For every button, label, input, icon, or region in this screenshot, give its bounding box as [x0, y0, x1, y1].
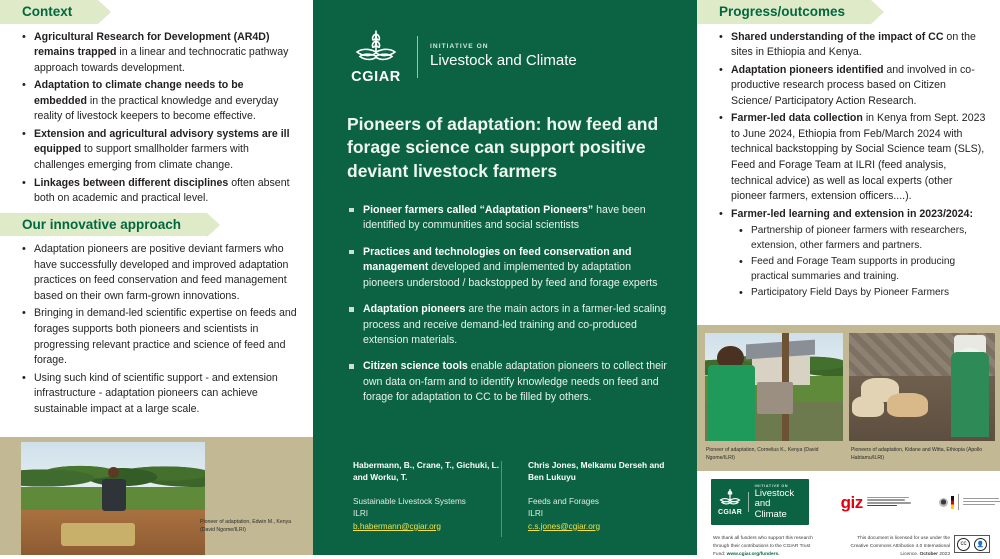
licence-block: [822, 535, 990, 559]
cgiar-wordmark: CGIAR: [718, 509, 743, 517]
list-item: [741, 286, 986, 301]
cc-by-glyph: 👤: [974, 538, 987, 551]
progress-section-header: Progress/outcomes: [697, 0, 871, 24]
bullet-text: have been identified by communities and social scientists: [363, 203, 646, 232]
list-item: [741, 224, 986, 254]
list-item: [24, 30, 299, 77]
author-org: ILRI: [528, 509, 544, 519]
author-org: ILRI: [353, 509, 369, 519]
bullet-text: developed and implemented by adaptation pioneers understood / backstopped by feed and forage experts: [363, 261, 658, 289]
giz-line: [867, 499, 905, 500]
bullet-text: in the practical knowledge and everyday reality of livestock keepers to become effective.: [34, 94, 279, 123]
list-item: [721, 63, 986, 110]
list-item: [349, 245, 673, 291]
center-bullet-list: [349, 203, 673, 406]
bullet-text: often absent both on academic and practical level.: [34, 176, 290, 205]
list-item: [721, 207, 986, 223]
bullet-bold-lead: Pioneer farmers called “Adaptation Pioneers”: [363, 203, 594, 216]
left-photo-caption: Pioneer of adaptation, Edwin M., Kenya (David Ngome/ILRI): [200, 519, 292, 534]
right-photo-caption-2: Pioneers of adaptation, Kidane and Witta, Ethiopia (Apollo Habtamu/ILRI): [851, 447, 983, 461]
cc-glyph: cc: [957, 538, 970, 551]
bullet-text: Partnership of pioneer farmers with researchers, extension, other farmers and partners.: [751, 225, 967, 252]
list-item: [721, 111, 986, 204]
bullet-bold-lead: Shared understanding of the impact of CC: [731, 30, 944, 43]
right-column: [697, 0, 1000, 558]
funders-text: We thank all funders who support this research through their contributions to the CGIAR Trust Fund:: [713, 536, 813, 558]
photo-pioneers-kidane-witta: [849, 333, 995, 441]
giz-line: [867, 502, 911, 503]
bullet-text: Participatory Field Days by Pioneer Farmers: [751, 286, 950, 298]
photo-farmer-figure: [102, 467, 126, 519]
licence-month: October: [919, 552, 938, 558]
bullet-bold-lead: Adaptation pioneers: [363, 303, 466, 316]
logo-divider: [748, 492, 749, 512]
footer-initiative-text: [755, 484, 801, 520]
german-flag-icon: [951, 496, 954, 509]
giz-line: [867, 497, 909, 498]
bullet-bold-lead: Farmer-led learning and extension in 2023/2024:: [731, 207, 973, 220]
left-column: [0, 0, 313, 555]
creative-commons-icon: [954, 535, 990, 553]
giz-logo: [840, 492, 911, 512]
bullet-text: Bringing in demand-led scientific expertise on feeds and forages supports both pioneers and scientists in progressing relevant practice and science of feed and forage.: [34, 307, 297, 367]
footer-cgiar-logo: [711, 479, 809, 525]
list-item: [24, 371, 299, 418]
giz-wordmark: giz: [840, 492, 863, 512]
bullet-text: Feed and Forage Team supports in producing practical summaries and training.: [751, 255, 956, 282]
list-item: [721, 30, 986, 61]
bullet-text: and involved in co-productive research process based on Citizen Science/ Participatory Action Research.: [731, 63, 975, 107]
bullet-text: enable adaptation pioneers to collect their own data on-farm and to identify knowledge needs on feed and forage for adaptation to CC to be filled by others.: [363, 360, 667, 404]
progress-sub-bullet-list: [697, 224, 1000, 300]
author-email-link[interactable]: c.s.jones@cgiar.org: [528, 521, 601, 531]
list-item: [741, 255, 986, 285]
author-block-1: [353, 459, 502, 533]
approach-bullet-list: [0, 242, 313, 417]
bmz-line: [963, 498, 999, 499]
bullet-text: are the main actors in a farmer-led scaling process and receive demand-led training and co-produced extension materials.: [363, 303, 667, 346]
photo-silage-heap: [61, 523, 135, 546]
cgiar-wheat-icon: [345, 28, 407, 85]
bullet-bold-lead: Practices and technologies on feed conservation and management: [363, 245, 632, 274]
logo-divider: [958, 494, 959, 510]
author-affiliation: [353, 496, 502, 533]
bullet-bold-lead: Citizen science tools: [363, 360, 468, 373]
cgiar-wheat-icon: [718, 488, 742, 516]
licence-year: 2023: [939, 552, 950, 558]
funders-acknowledgement: [713, 535, 822, 559]
list-item: [24, 242, 299, 304]
approach-section-header: Our innovative approach: [0, 213, 207, 237]
bullet-bold-lead: Adaptation pioneers identified: [731, 63, 884, 76]
right-photo-row: [705, 333, 995, 441]
bullet-bold-lead: Linkages between different disciplines: [34, 176, 229, 189]
footer-logo-strip: [697, 473, 1000, 525]
bmz-line: [963, 504, 995, 505]
funders-link[interactable]: www.cgiar.org/funders.: [726, 552, 780, 558]
author-team: Sustainable Livestock Systems: [353, 497, 466, 507]
list-item: [24, 78, 299, 125]
giz-line-accent: [867, 505, 897, 506]
initiative-kicker: INITIATIVE ON: [754, 484, 789, 488]
poster-title: Pioneers of adaptation: how feed and forage science can support positive deviant livestock farmers: [347, 114, 659, 181]
list-item: [24, 127, 299, 174]
progress-bullet-list: [697, 30, 1000, 223]
author-names: Habermann, B., Crane, T., Gichuki, L. and Worku, T.: [353, 459, 500, 482]
photo-pioneer-cornelius: [705, 333, 843, 441]
photo-figure-head: [108, 467, 119, 478]
photo-goat: [887, 393, 928, 417]
list-item: [349, 302, 673, 348]
list-item: [24, 306, 299, 368]
context-section-header: Context: [0, 0, 98, 24]
center-column: [313, 0, 697, 555]
giz-subtitle-lines: [867, 497, 911, 508]
bullet-bold-lead: Agricultural Research for Development (AR4D) remains trapped: [34, 30, 270, 59]
bmz-subtitle-lines: [963, 498, 1000, 506]
photo-pioneer-edwin: [21, 442, 205, 555]
initiative-kicker: INITIATIVE ON: [430, 43, 489, 51]
cgiar-logo-lockup: [313, 0, 697, 85]
bmz-federal-ministry-logo: [939, 494, 1000, 510]
photo-woman-feeding: [951, 352, 989, 436]
author-names: Chris Jones, Melkamu Derseh and Ben Lukuyu: [528, 459, 665, 482]
bullet-text: on the sites in Ethiopia and Kenya.: [731, 30, 976, 59]
author-block-2: [502, 459, 677, 533]
footer: [697, 473, 1000, 558]
photo-feed-bucket: [757, 382, 793, 414]
licence-text-block: [840, 535, 950, 559]
list-item: [349, 203, 673, 234]
bullet-bold-lead: Adaptation to climate change needs to be embedded: [34, 79, 244, 107]
bullet-text: in a linear and technocratic pathway approach towards development.: [34, 46, 289, 74]
cgiar-wordmark: CGIAR: [351, 69, 401, 85]
bullet-text: Adaptation pioneers are positive deviant farmers who have successfully developed and improved adaptation practices on feed conservation and feed management based on their own farm-grown innovations.: [34, 243, 289, 302]
bullet-bold-lead: Farmer-led data collection: [731, 112, 863, 125]
initiative-name: Livestock and Climate: [430, 52, 577, 70]
author-contact-block: [353, 459, 677, 533]
bullet-bold-lead: Extension and agricultural advisory systems are ill equipped: [34, 127, 290, 156]
photo-goat: [852, 396, 884, 418]
licence-text: This document is licensed for use under the Creative Commons Attribution 4.0 International Licence.: [850, 536, 950, 558]
photo-farmer-shirt: [708, 365, 755, 441]
bullet-text: Using such kind of scientific support - and extension infrastructure - adaptation pioneers can achieve sustainable impact at a large scale.: [34, 371, 278, 415]
bullet-text: in Kenya from Sept. 2023 to June 2024, Ethiopia from Feb/March 2024 with technical backstopping by Social Science team (SLS), Feed and Forage Team at ILRI (feed analysis, technical advice) as well as local experts (other pioneer farmers, extension officers....).: [731, 112, 986, 203]
logo-divider: [417, 36, 418, 78]
author-team: Feeds and Forages: [528, 497, 600, 507]
footer-fineprint: [697, 525, 1000, 559]
german-eagle-icon: [939, 498, 948, 507]
list-item: [349, 359, 673, 405]
author-email-link[interactable]: b.habermann@cgiar.org: [353, 521, 441, 531]
initiative-name: Livestock and Climate: [754, 488, 795, 520]
bmz-line: [963, 501, 1000, 502]
photo-figure-body: [102, 479, 126, 511]
author-affiliation: [528, 496, 677, 533]
context-bullet-list: [0, 30, 313, 207]
list-item: [24, 176, 299, 207]
bullet-text: to support smallholder farmers with challenges emerging from climate change.: [34, 143, 249, 172]
right-photo-caption-1: Pioneer of adaptation, Cornelius K., Kenya (David Ngome/ILRI): [706, 447, 819, 461]
initiative-lockup-text: [430, 43, 577, 70]
